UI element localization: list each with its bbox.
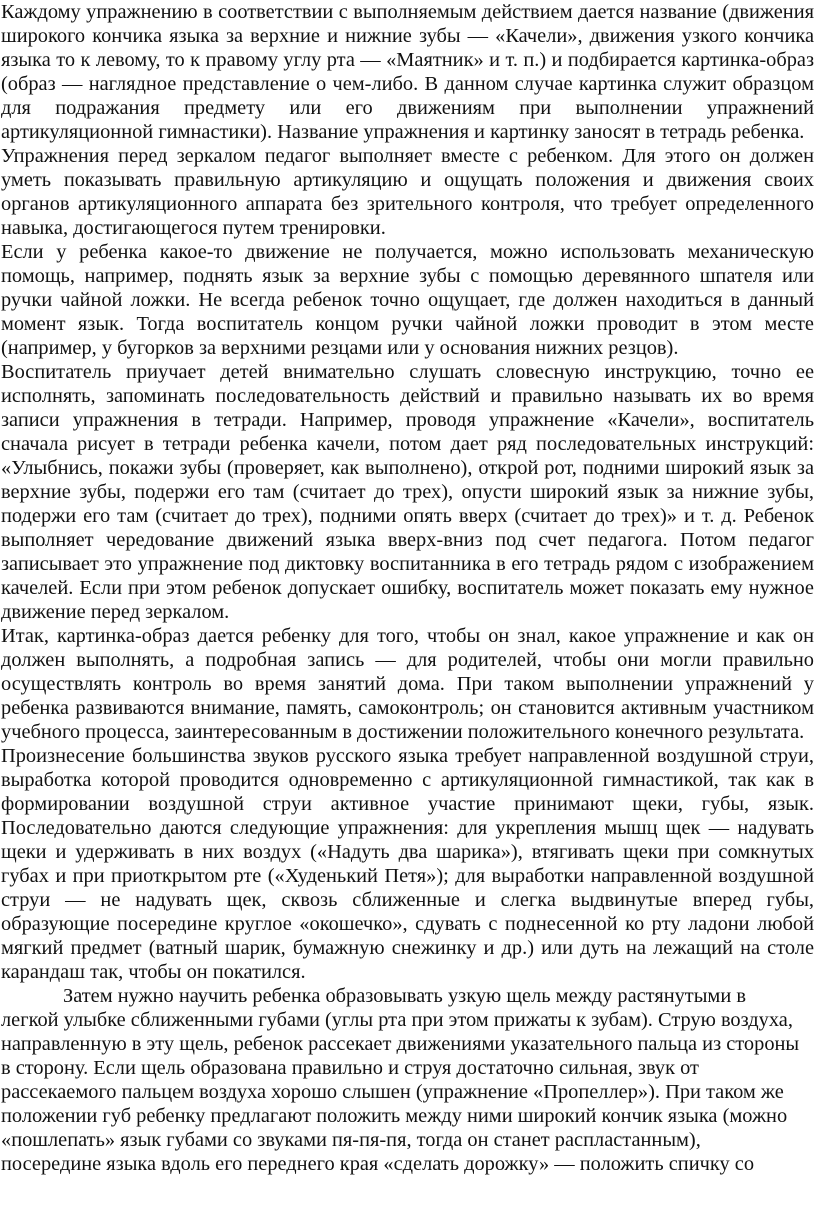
paragraph-7: Затем нужно научить ребенка образовывать узкую щель между растянутыми в легкой улыбке сближенными губами (углы рта при этом прижаты к зубам). Струю воздуха, направленную в эту щель, ребенок рассекает движениями указательного пальца из стороны в сторону. Если щель образована правильно и струя достаточно сильная, звук от рассекаемого пальцем воздуха хорошо слышен (упражнение «Пропеллер»). При таком же положении губ ребенку предлагают положить между ними широкий кончик языка (можно «пошлепать» язык губами со звуками пя-пя-пя, тогда он станет распластанным), посередине языка вдоль его переднего края «сделать дорожку» — положить спичку со bbox=[1, 985, 800, 1175]
paragraph-4: Воспитатель приучает детей внимательно слушать словесную инструкцию, точно ее исполнять, запоминать последовательность действий и правильно называть их во время записи упражнения в тетради. Например, проводя упражнение «Качели», воспитатель сначала рисует в тетради ребенка качели, потом дает ряд последовательных инструкций: «Улыбнись, покажи зубы (проверяет, как выполнено), открой рот, подними широкий язык за верхние зубы, подержи его там (считает до трех), опусти широкий язык за нижние зубы, подержи его там (считает до трех), подними опять вверх (считает до трех)» и т. д. Ребенок выполняет чередование движений языка вверх-вниз под счет педагога. Потом педагог записывает это упражнение под диктовку воспитанника в его тетрадь рядом с изображением качелей. Если при этом ребенок допускает ошибку, воспитатель может показать ему нужное движение перед зеркалом. bbox=[1, 361, 814, 623]
paragraph-5: Итак, картинка-образ дается ребенку для того, чтобы он знал, какое упражнение и как он должен выполнять, а подробная запись — для родителей, чтобы они могли правильно осуществлять контроль во время занятий дома. При таком выполнении упражнений у ребенка развиваются внимание, память, самоконтроль; он становится активным участником учебного процесса, заинтересованным в достижении положительного конечного результата. bbox=[1, 625, 814, 743]
paragraph-3: Если у ребенка какое-то движение не получается, можно использовать механическую помощь, например, поднять язык за верхние зубы с помощью деревянного шпателя или ручки чайной ложки. Не всегда ребенок точно ощущает, где должен находиться в данный момент язык. Тогда воспитатель концом ручки чайной ложки проводит в этом месте (например, у бугорков за верхними резцами или у основания нижних резцов). bbox=[1, 241, 814, 359]
paragraph-1: Каждому упражнению в соответствии с выполняемым действием дается название (движения широкого кончика языка за верхние и нижние зубы — «Качели», движения узкого кончика языка то к левому, то к правому углу рта — «Маятник» и т. п.) и подбирается картинка-образ (образ — наглядное представление о чем-либо. В данном случае картинка служит образцом для подражания предмету или его движениям при выполнении упражнений артикуляционной гимнастики). Название упражнения и картинку заносят в тетрадь ребенка. bbox=[1, 1, 814, 143]
paragraph-2: Упражнения перед зеркалом педагог выполняет вместе с ребенком. Для этого он должен уметь показывать правильную артикуляцию и ощущать положения и движения своих органов артикуляционного аппарата без зрительного контроля, что требует определенного навыка, достигающегося путем тренировки. bbox=[1, 145, 814, 239]
paragraph-6: Произнесение большинства звуков русского языка требует направленной воздушной струи, выработка которой проводится одновременно с артикуляционной гимнастикой, так как в формировании воздушной струи активное участие принимают щеки, губы, язык. Последовательно даются следующие упражнения: для укрепления мышц щек — надувать щеки и удерживать в них воздух («Надуть два шарика»), втягивать щеки при сомкнутых губах и при приоткрытом рте («Худенький Петя»); для выработки направленной воздушной струи — не надувать щек, сквозь сближенные и слегка выдвинутые вперед губы, образующие посередине круглое «окошечко», сдувать с поднесенной ко рту ладони любой мягкий предмет (ватный шарик, бумажную снежинку и др.) или дуть на лежащий на столе карандаш так, чтобы он покатился. bbox=[1, 745, 814, 983]
